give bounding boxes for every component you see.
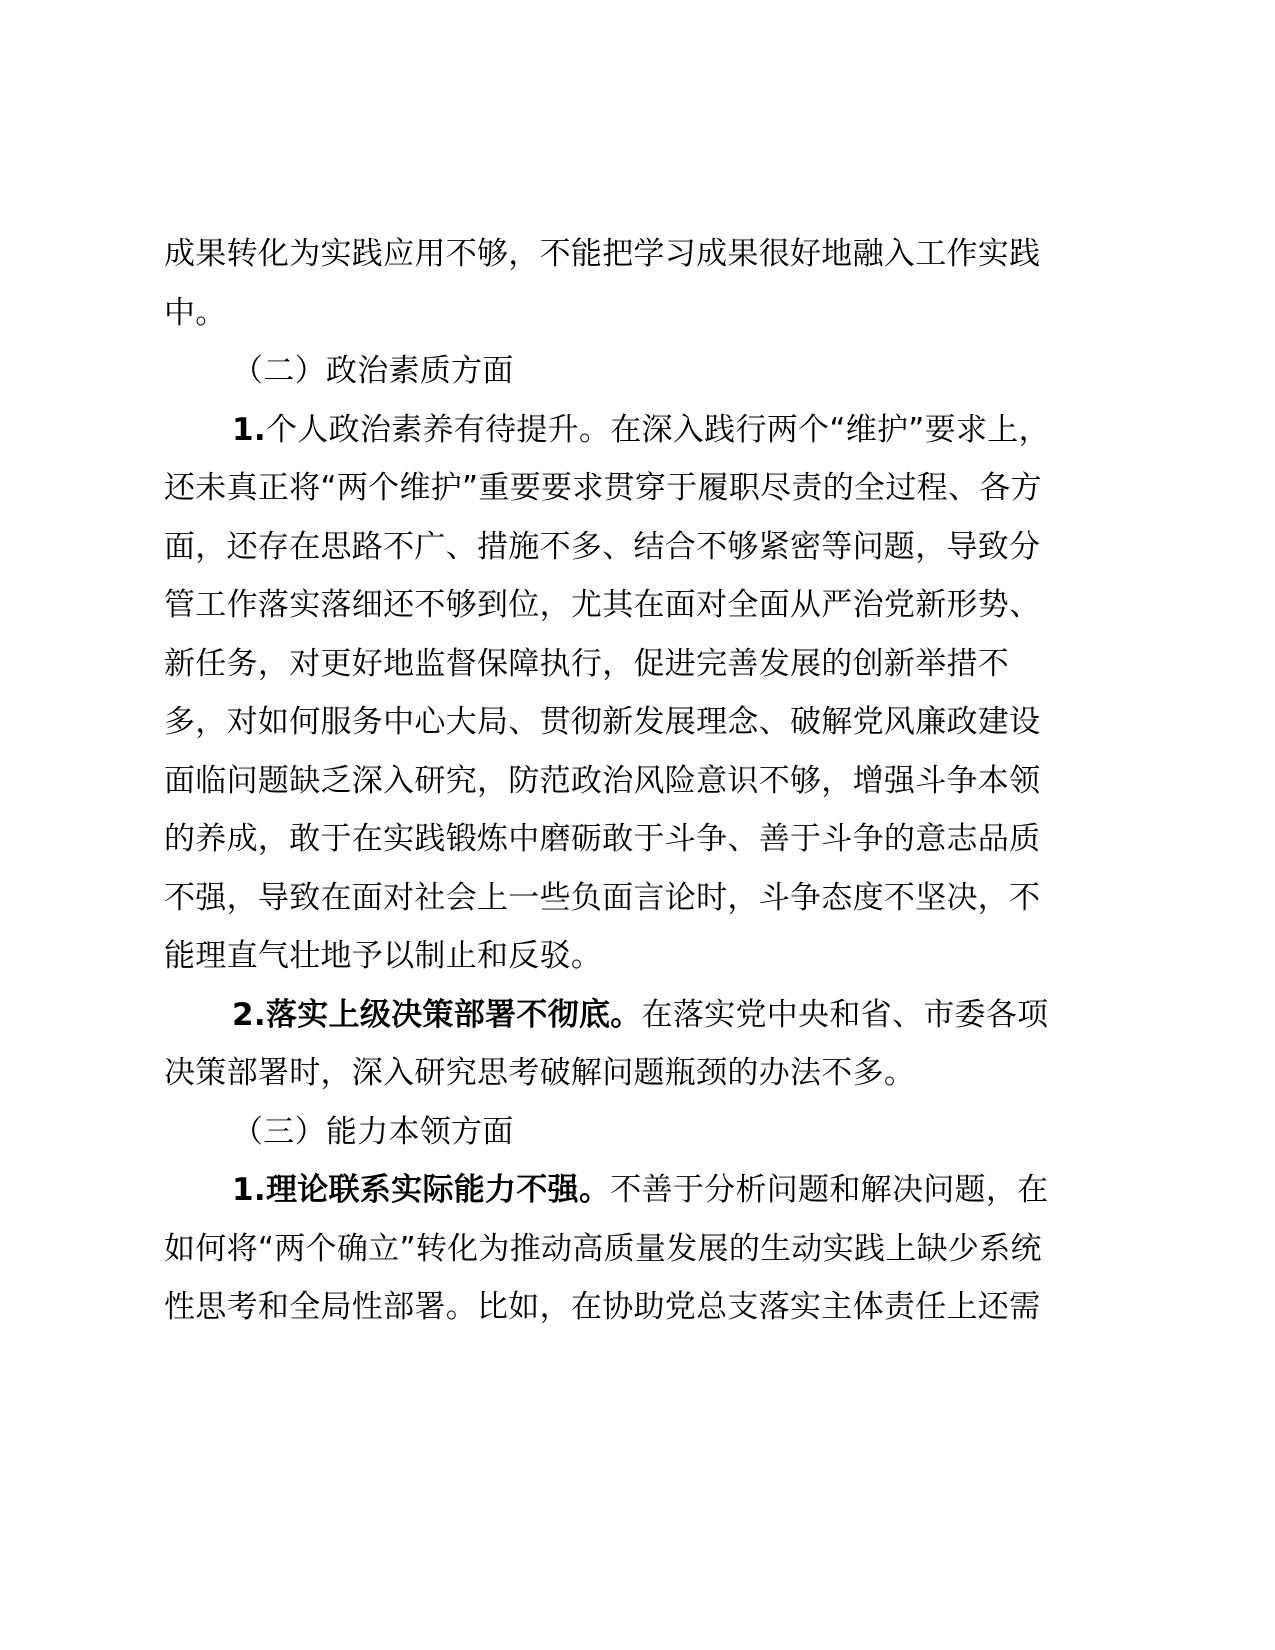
paragraph-line: 面临问题缺乏深入研究，防范政治风险意识不够，增强斗争本领 (164, 762, 1041, 799)
paragraph-line: 不强，导致在面对社会上一些负面言论时，斗争态度不坚决，不 (164, 879, 1041, 916)
paragraph-line: 性思考和全局性部署。比如，在协助党总支落实主体责任上还需 (164, 1289, 1041, 1325)
item-number: 1. (232, 411, 266, 448)
item-heading-bold: 2.落实上级决策部署不彻底。 (232, 996, 642, 1033)
item-heading-bold: 1.理论联系实际能力不强。 (232, 1172, 611, 1208)
paragraph-line: 还未真正将“两个维护”重要要求贯穿于履职尽责的全过程、各方 (164, 470, 1042, 506)
paragraph-line: 中。 (164, 294, 227, 331)
item-text: 个人政治素养有待提升。在深入践行两个“维护”要求上， (265, 411, 1050, 448)
section-heading-political-quality: （二）政治素质方面 (232, 353, 514, 389)
item-heading-line (164, 401, 1100, 460)
item-heading-line (164, 1161, 1100, 1220)
paragraph-line: 成果转化为实践应用不够，不能把学习成果很好地融入工作实践 (164, 236, 1041, 272)
paragraph-line: 面，还存在思路不广、措施不多、结合不够紧密等问题，导致分 (164, 528, 1041, 565)
item-heading-line (164, 986, 1100, 1045)
document-body (164, 225, 1100, 1337)
paragraph-line: 能理直气壮地予以制止和反驳。 (164, 938, 603, 974)
paragraph-line: 如何将“两个确立”转化为推动高质量发展的生动实践上缺少系统 (164, 1230, 1042, 1267)
item-text: 在落实党中央和省、市委各项 (641, 996, 1049, 1033)
paragraph-line: 的养成，敢于在实践锻炼中磨砺敢于斗争、善于斗争的意志品质 (164, 821, 1041, 857)
paragraph-line: 决策部署时，深入研究思考破解问题瓶颈的办法不多。 (164, 1055, 916, 1091)
paragraph-line: 管工作落实落细还不够到位，尤其在面对全面从严治党新形势、 (164, 587, 1041, 623)
paragraph-line: 多，对如何服务中心大局、贯彻新发展理念、破解党风廉政建设 (164, 704, 1041, 740)
paragraph-line: 新任务，对更好地监督保障执行，促进完善发展的创新举措不 (164, 645, 1010, 682)
section-heading-ability: （三）能力本领方面 (232, 1113, 514, 1150)
item-text: 不善于分析问题和解决问题，在 (610, 1172, 1049, 1208)
